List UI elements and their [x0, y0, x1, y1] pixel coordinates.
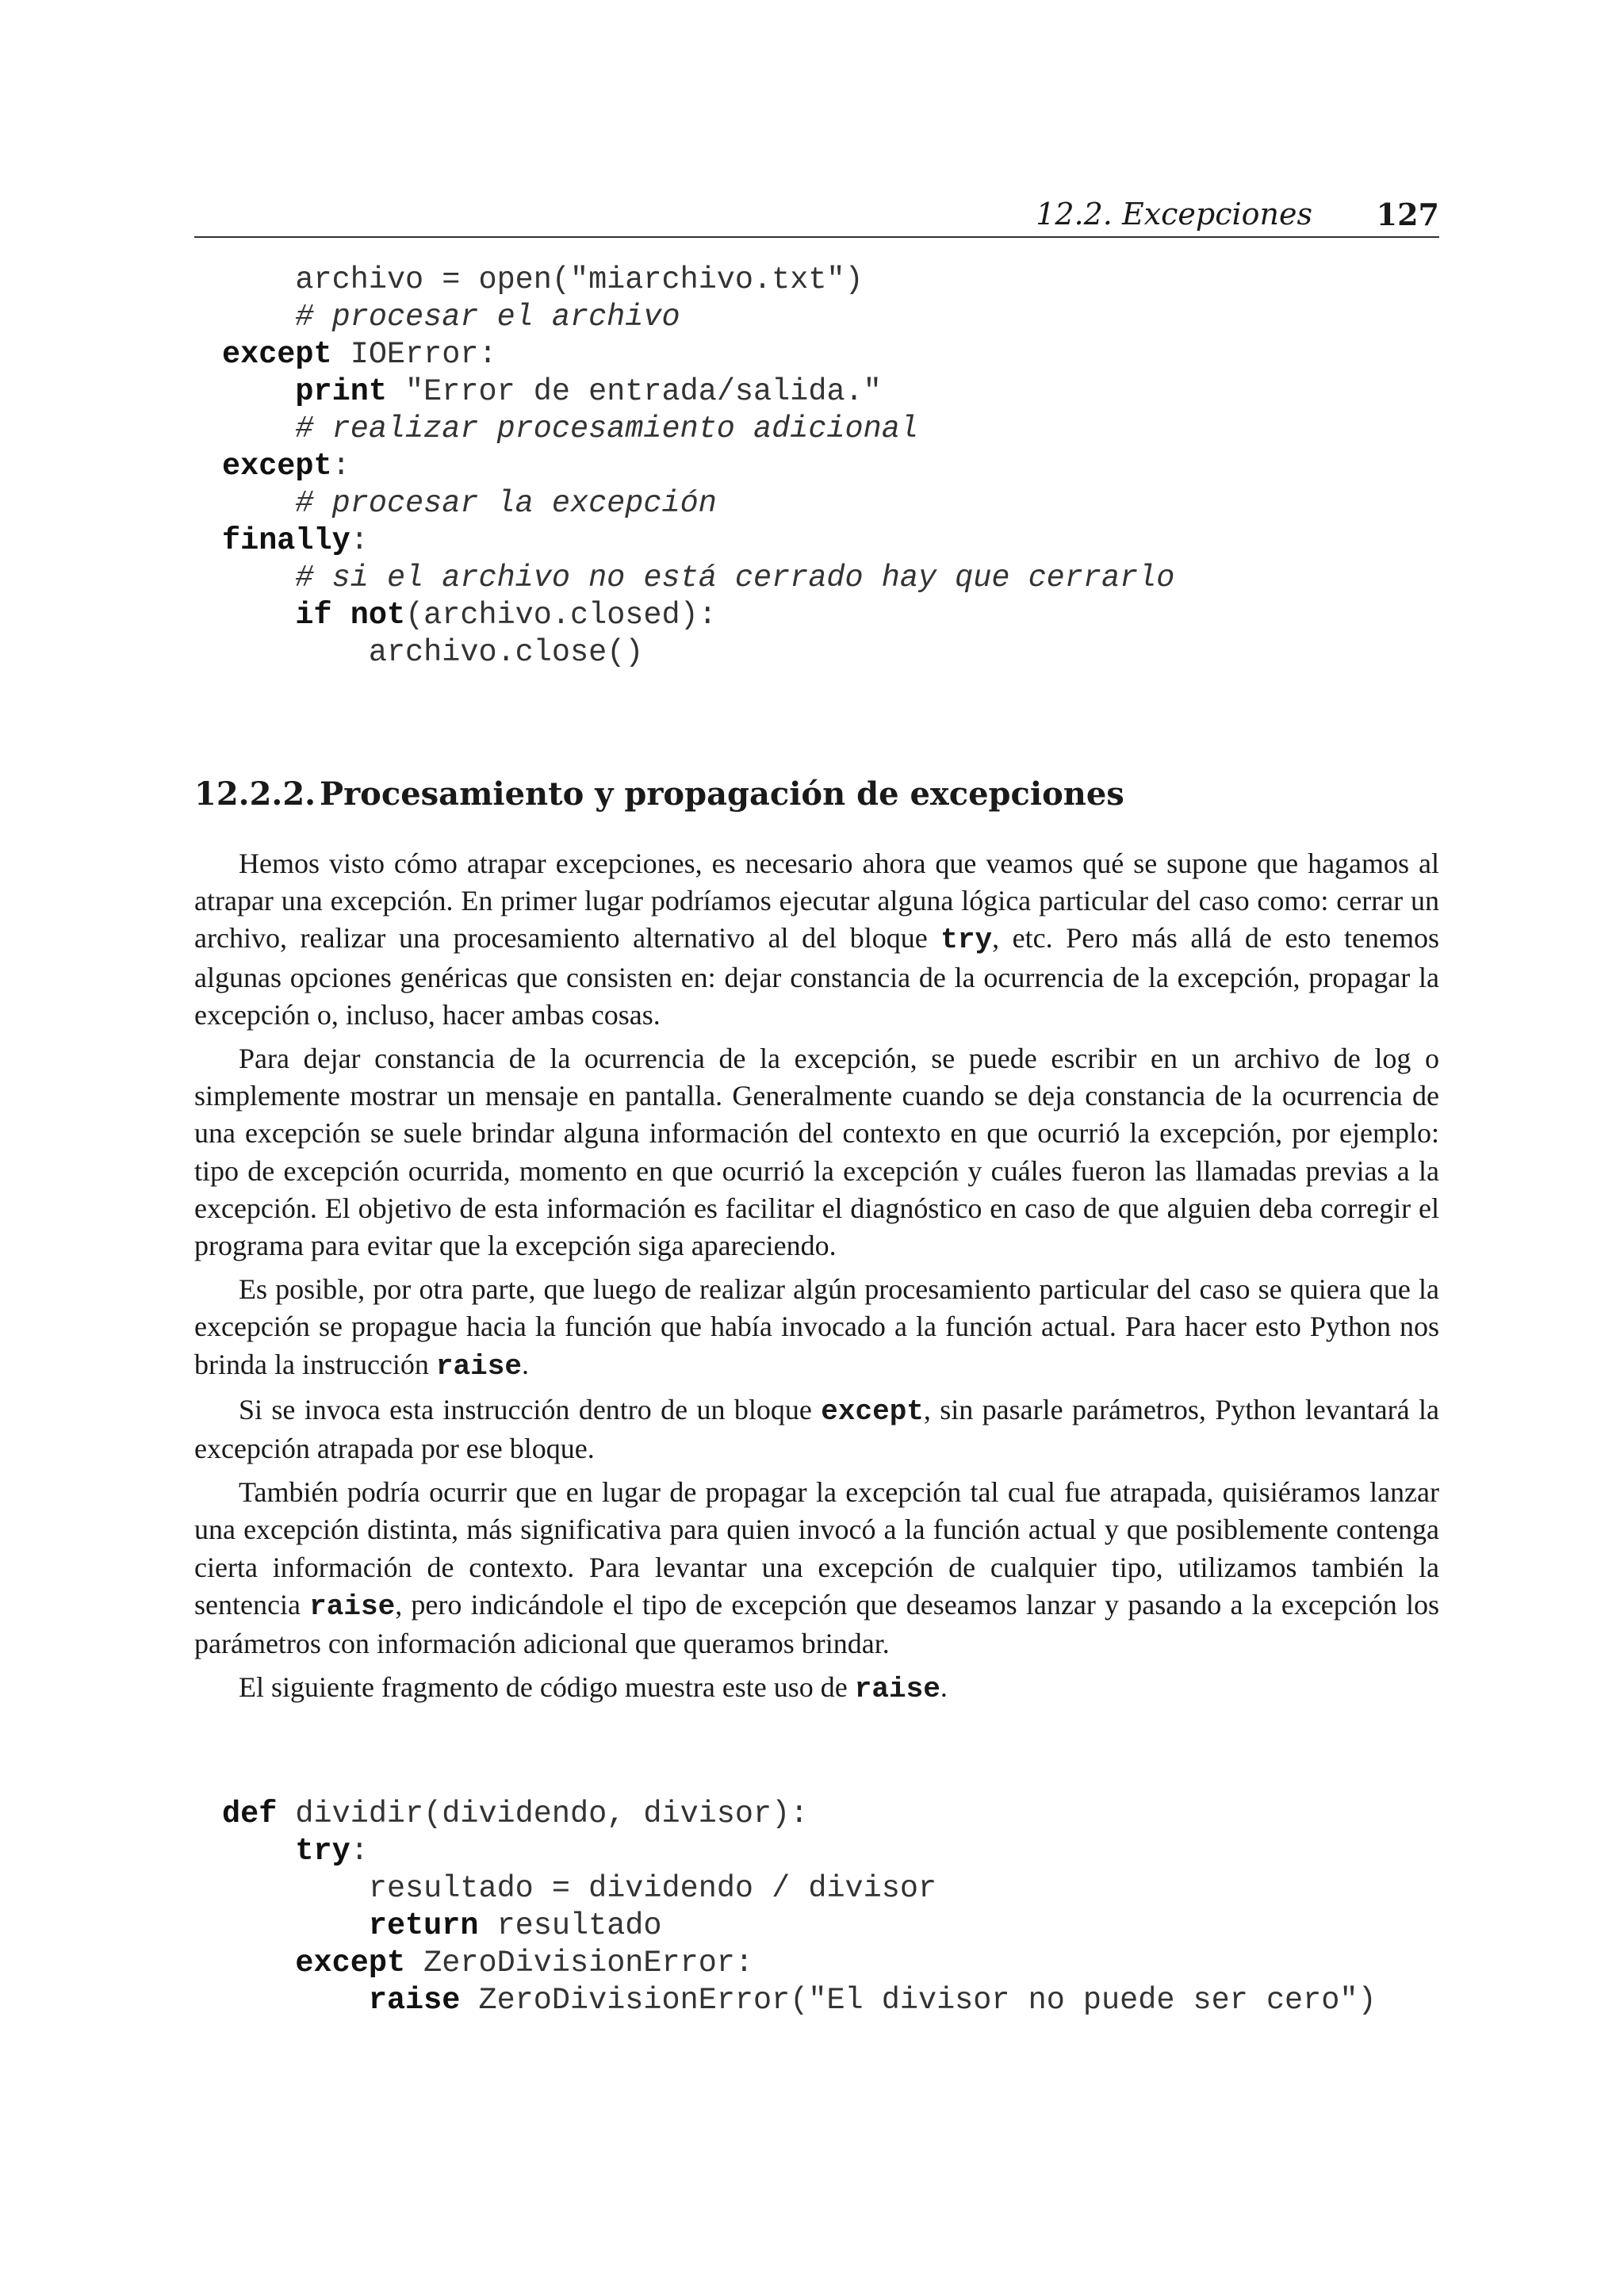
code-text: IOError:: [331, 337, 497, 372]
inline-code: except: [821, 1395, 924, 1428]
code-keyword: except: [295, 1946, 406, 1980]
body-text: [194, 845, 1439, 1714]
code-line: [222, 1982, 1377, 2019]
section-heading: [194, 775, 1124, 813]
code-keyword: not: [350, 598, 406, 633]
paragraph-text: Hemos visto cómo atrapar excepciones, es necesario ahora que veamos qué se supone que hagamos al atrapar una excepción. En primer lugar podríamos ejecutar alguna lógica particular del caso como: cerrar un archivo, realizar una procesamiento alternativo al del bloque: [194, 848, 1439, 955]
inline-code: raise: [854, 1673, 940, 1706]
paragraph-text: Para dejar constancia de la ocurrencia de la excepción, se puede escribir en un archivo de log o simplemente mostrar un mensaje en pantalla. Generalmente cuando se deja constancia de la ocurrencia de una excepción se suele brindar alguna información del contexto en que ocurrió la excepción, por ejemplo: tipo de excepción ocurrida, momento en que ocurrió la excepción y cuáles fueron las llamadas previas a la excepción. El objetivo de esta información es facilitar el diagnóstico en caso de que alguien deba corregir el programa para evitar que la excepción siga apareciendo.: [194, 1043, 1439, 1262]
code-keyword: except: [222, 337, 332, 372]
code-keyword: raise: [368, 1983, 461, 2018]
page-header: [194, 190, 1439, 238]
paragraph: [194, 1040, 1439, 1265]
paragraph-text: También podría ocurrir que en lugar de propagar la excepción tal cual fue atrapada, quisiéramos lanzar una excepción distinta, más significativa para quien invocó a la función actual y que posiblemente contenga cierta información de contexto. Para levantar una excepción de cualquier tipo, utilizamos también la sentencia: [194, 1476, 1439, 1621]
paragraph-text: El siguiente fragmento de código muestra este uso de: [239, 1671, 855, 1704]
code-text: ZeroDivisionError("El divisor no puede ser cero"): [460, 1983, 1377, 2018]
code-block-top: [222, 262, 1174, 672]
code-keyword: finally: [222, 523, 350, 558]
code-text: :: [331, 449, 350, 484]
paragraph-text: , sin pasarle parámetros, Python levantará la excepción atrapada por ese bloque.: [194, 1393, 1439, 1465]
code-comment: # procesar el archivo: [295, 300, 680, 335]
code-line: [222, 1945, 1377, 1982]
section-title: Procesamiento y propagación de excepciones: [320, 775, 1124, 813]
code-text: (archivo.closed):: [405, 598, 717, 633]
paragraph-text: , etc. Pero más allá de esto tenemos algunas opciones genéricas que consisten en: dejar constancia de la ocurrencia de la excepción, propagar la excepción o, incluso, hacer ambas cosas.: [194, 922, 1439, 1031]
code-line: [222, 560, 1174, 597]
code-text: ZeroDivisionError:: [405, 1946, 754, 1980]
code-keyword: try: [295, 1834, 350, 1869]
code-text: dividir(dividendo, divisor):: [277, 1797, 809, 1831]
code-text: :: [350, 1834, 369, 1869]
code-keyword: print: [295, 374, 387, 409]
paragraph: [194, 1474, 1439, 1663]
code-block-bottom: [222, 1796, 1377, 2019]
section-number: 12.2.2.: [194, 775, 316, 813]
running-title: 12.2. Excepciones: [1036, 197, 1312, 232]
page-number: 127: [1376, 197, 1439, 232]
code-text: archivo.close(): [368, 635, 644, 670]
code-line: [222, 634, 1174, 672]
inline-code: raise: [309, 1590, 396, 1623]
code-keyword: def: [222, 1797, 278, 1831]
code-line: [222, 522, 1174, 560]
paragraph-text: Es posible, por otra parte, que luego de realizar algún procesamiento particular del caso se quiera que la excepción se propague hacia la función que había invocado a la función actual. Para hacer esto Python nos brinda la instrucción: [194, 1273, 1439, 1380]
code-line: [222, 336, 1174, 373]
paragraph-text: , pero indicándole el tipo de excepción que deseamos lanzar y pasando a la excepción los parámetros con información adicional que queramos brindar.: [194, 1588, 1439, 1660]
code-line: [222, 373, 1174, 411]
code-line: [222, 485, 1174, 522]
paragraph-text: .: [521, 1348, 529, 1380]
code-comment: # si el archivo no está cerrado hay que cerrarlo: [295, 561, 1175, 595]
paragraph: [194, 845, 1439, 1034]
paragraph-text: Si se invoca esta instrucción dentro de un bloque: [239, 1393, 822, 1425]
paragraph: [194, 1271, 1439, 1385]
code-keyword: if: [295, 598, 332, 633]
code-line: [222, 262, 1174, 299]
code-line: [222, 1908, 1377, 1945]
code-text: resultado: [478, 1908, 662, 1943]
code-line: [222, 597, 1174, 634]
paragraph: [194, 1391, 1439, 1468]
code-text: resultado = dividendo / divisor: [368, 1871, 937, 1906]
inline-code: try: [940, 924, 993, 957]
code-text: archivo = open("miarchivo.txt"): [295, 262, 864, 297]
code-text: "Error de entrada/salida.": [386, 374, 882, 409]
code-keyword: except: [222, 449, 332, 484]
code-line: [222, 411, 1174, 448]
paragraph-text: .: [940, 1671, 948, 1704]
code-comment: # procesar la excepción: [295, 486, 717, 521]
inline-code: raise: [435, 1349, 522, 1383]
code-text: :: [350, 523, 369, 558]
code-line: [222, 448, 1174, 485]
code-line: [222, 299, 1174, 336]
code-line: [222, 1796, 1377, 1833]
code-keyword: return: [368, 1908, 479, 1943]
paragraph: [194, 1669, 1439, 1708]
code-comment: # realizar procesamiento adicional: [295, 411, 918, 446]
code-line: [222, 1870, 1377, 1908]
code-line: [222, 1833, 1377, 1870]
